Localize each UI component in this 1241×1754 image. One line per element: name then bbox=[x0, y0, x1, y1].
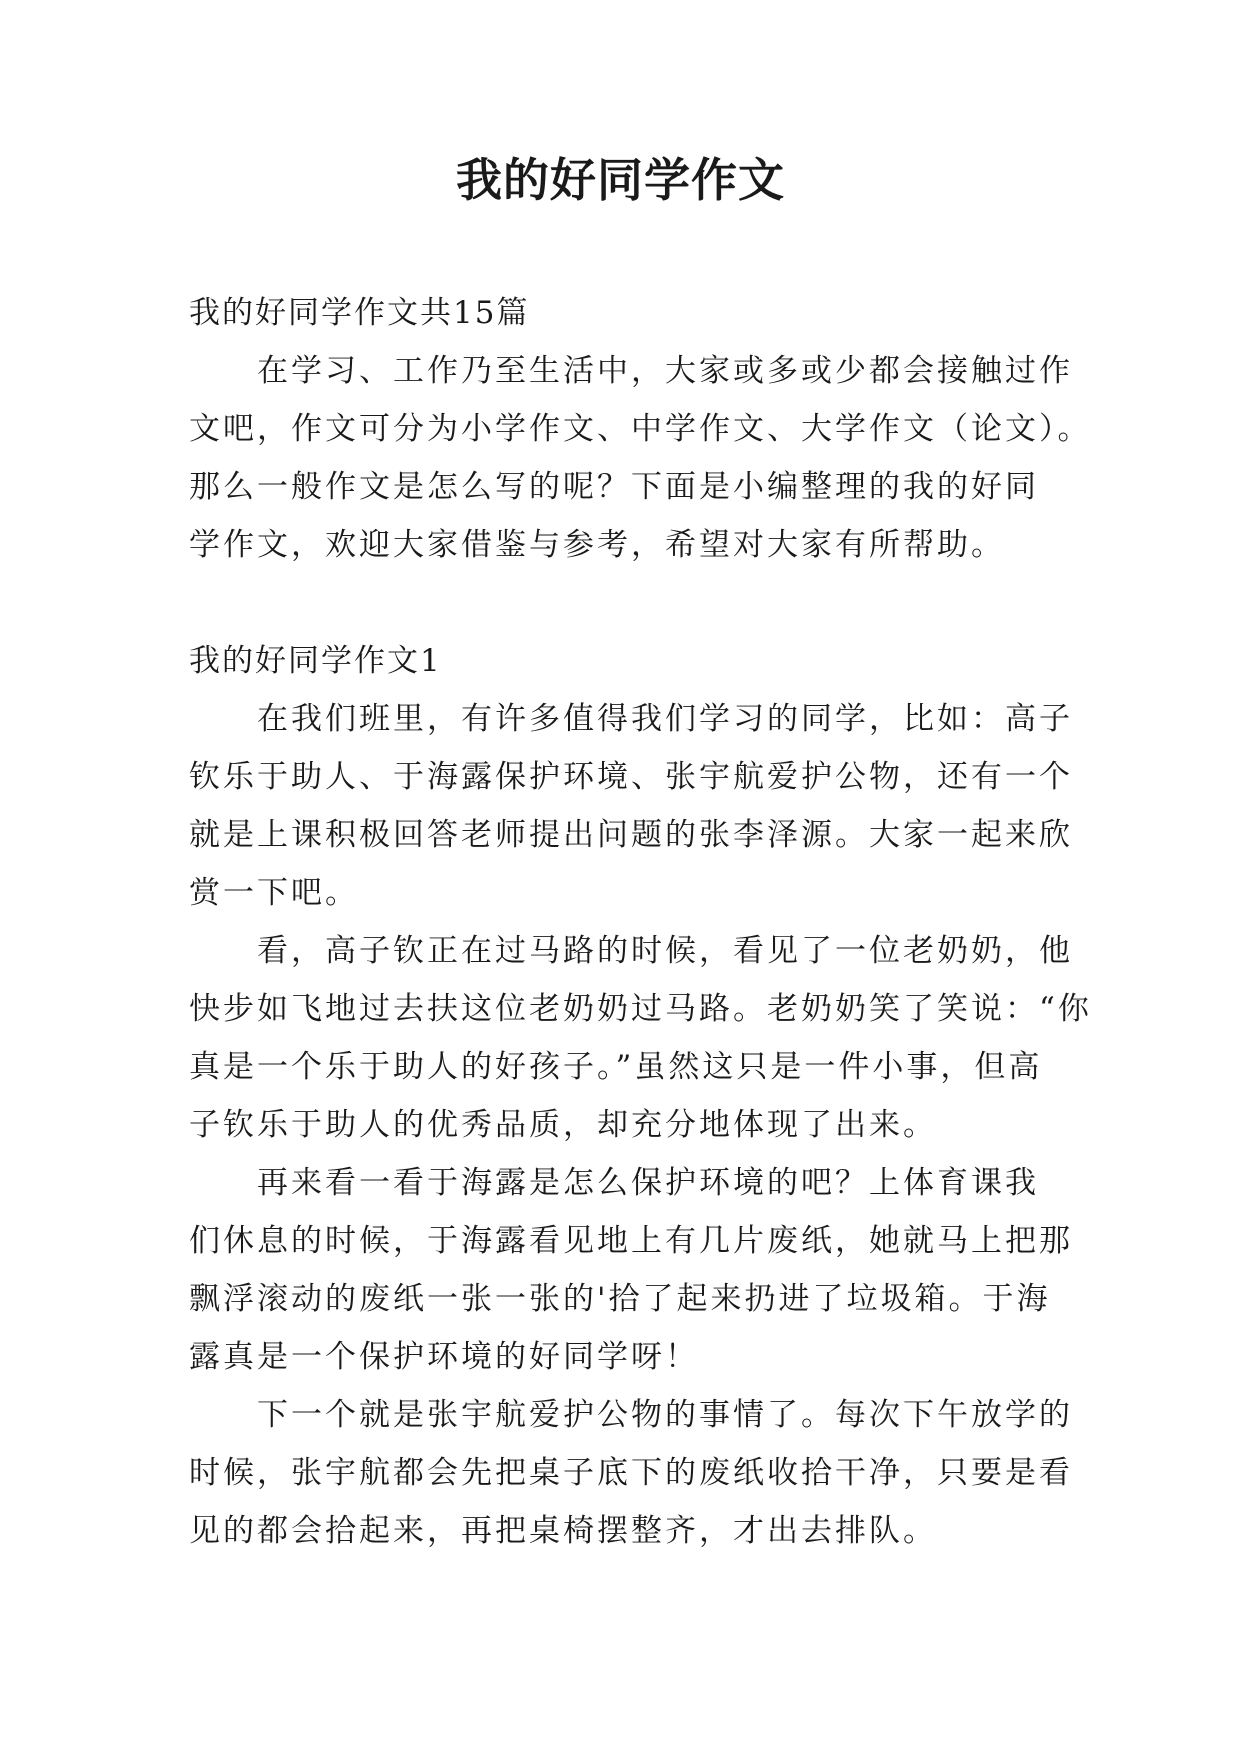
body-paragraph-3 bbox=[189, 1154, 1073, 1386]
subtitle: 我的好同学作文共15篇 bbox=[189, 295, 530, 331]
intro-paragraph bbox=[189, 342, 1092, 574]
document-title: 我的好同学作文 bbox=[456, 153, 785, 207]
intro-line: 学作文，欢迎大家借鉴与参考，希望对大家有所帮助。 bbox=[189, 527, 1005, 563]
body-paragraph-1 bbox=[189, 690, 1073, 922]
section-heading: 我的好同学作文1 bbox=[189, 643, 442, 679]
intro-line: 文吧，作文可分为小学作文、中学作文、大学作文（论文）。 bbox=[189, 411, 1092, 447]
body-paragraph-4 bbox=[189, 1386, 1073, 1560]
paragraph-line: 们休息的时候，于海露看见地上有几片废纸，她就马上把那 bbox=[189, 1223, 1073, 1259]
paragraph-line: 赏一下吧。 bbox=[189, 875, 359, 911]
paragraph-line: 快步如飞地过去扶这位老奶奶过马路。老奶奶笑了笑说：“你 bbox=[189, 991, 1092, 1027]
paragraph-line: 就是上课积极回答老师提出问题的张李泽源。大家一起来欣 bbox=[189, 817, 1073, 853]
paragraph-line: 下一个就是张宇航爱护公物的事情了。每次下午放学的 bbox=[257, 1397, 1073, 1433]
document-body bbox=[189, 284, 1092, 1560]
paragraph-line: 飘浮滚动的废纸一张一张的'拾了起来扔进了垃圾箱。于海 bbox=[189, 1281, 1051, 1317]
paragraph-line: 再来看一看于海露是怎么保护环境的吧？上体育课我 bbox=[257, 1165, 1039, 1201]
paragraph-line: 看，高子钦正在过马路的时候，看见了一位老奶奶，他 bbox=[257, 933, 1073, 969]
paragraph-line: 钦乐于助人、于海露保护环境、张宇航爱护公物，还有一个 bbox=[189, 759, 1073, 795]
paragraph-line: 子钦乐于助人的优秀品质，却充分地体现了出来。 bbox=[189, 1107, 937, 1143]
paragraph-line: 见的都会拾起来，再把桌椅摆整齐，才出去排队。 bbox=[189, 1513, 937, 1549]
intro-line: 在学习、工作乃至生活中，大家或多或少都会接触过作 bbox=[257, 353, 1073, 389]
body-paragraph-2 bbox=[189, 922, 1092, 1154]
paragraph-line: 真是一个乐于助人的好孩子。”虽然这只是一件小事，但高 bbox=[189, 1049, 1043, 1085]
paragraph-spacer bbox=[189, 574, 1064, 632]
paragraph-line: 露真是一个保护环境的好同学呀！ bbox=[189, 1339, 699, 1375]
paragraph-line: 时候，张宇航都会先把桌子底下的废纸收拾干净，只要是看 bbox=[189, 1455, 1073, 1491]
intro-line: 那么一般作文是怎么写的呢？下面是小编整理的我的好同 bbox=[189, 469, 1039, 505]
paragraph-line: 在我们班里，有许多值得我们学习的同学，比如：高子 bbox=[257, 701, 1073, 737]
